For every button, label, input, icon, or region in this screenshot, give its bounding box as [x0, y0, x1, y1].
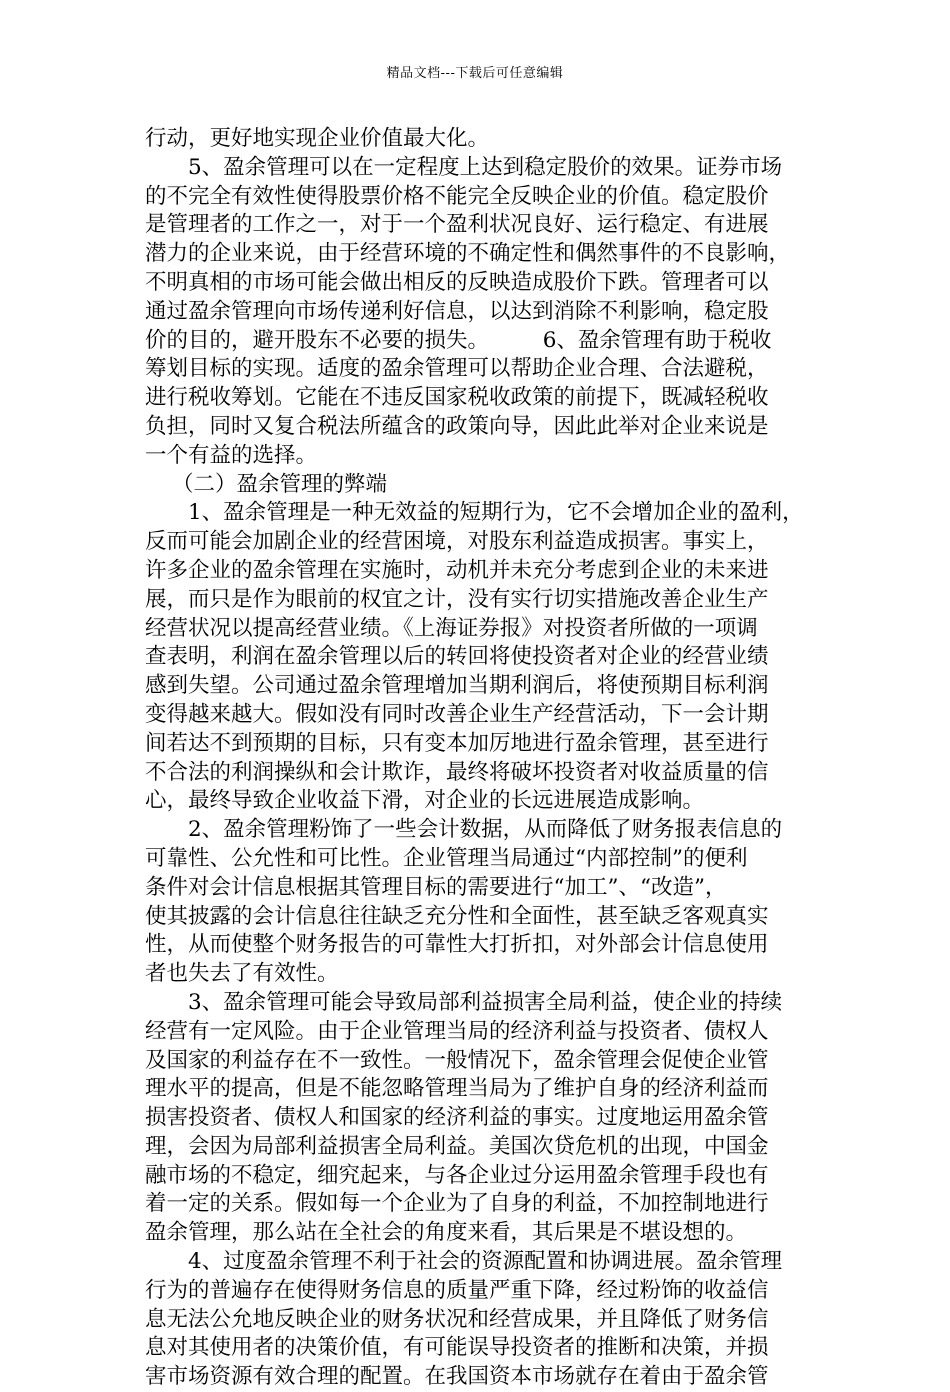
text-line: 及国家的利益存在不一致性。一般情况下，盈余管理会促使企业管 — [145, 1047, 769, 1073]
text-line: 通过盈余管理向市场传递利好信息，以达到消除不利影响，稳定股 — [145, 298, 769, 324]
text-line: 理，会因为局部利益损害全局利益。美国次贷危机的出现，中国金 — [145, 1133, 769, 1159]
text-line: 理水平的提高，但是不能忽略管理当局为了维护自身的经济利益而 — [145, 1076, 769, 1102]
text-line: 是管理者的工作之一，对于一个盈利状况良好、运行稳定、有进展 — [145, 212, 769, 238]
text-line: 经营有一定风险。由于企业管理当局的经济利益与投资者、债权人 — [145, 1018, 769, 1044]
text-line: 行为的普遍存在使得财务信息的质量严重下降，经过粉饰的收益信 — [145, 1277, 769, 1303]
text-line: 性，从而使整个财务报告的可靠性大打折扣，对外部会计信息使用 — [145, 932, 769, 958]
text-line: 4、过度盈余管理不利于社会的资源配置和协调进展。盈余管理 — [188, 1249, 783, 1275]
text-line: 者也失去了有效性。 — [145, 961, 339, 987]
text-line: 经营状况以提高经营业绩。《上海证券报》对投资者所做的一项调 — [145, 615, 758, 641]
text-line: 的不完全有效性使得股票价格不能完全反映企业的价值。稳定股价 — [145, 183, 769, 209]
text-line: 2、盈余管理粉饰了一些会计数据，从而降低了财务报表信息的 — [188, 817, 783, 843]
text-line: 息无法公允地反映企业的财务状况和经营成果，并且降低了财务信 — [145, 1306, 769, 1332]
text-line: 不明真相的市场可能会做出相反的反映造成股价下跌。管理者可以 — [145, 269, 769, 295]
page-header: 精品文档---下载后可任意编辑 — [386, 66, 564, 81]
text-line: 查表明，利润在盈余管理以后的转回将使投资者对企业的经营业绩 — [145, 644, 769, 670]
text-line: 息对其使用者的决策价值，有可能误导投资者的推断和决策，并损 — [145, 1335, 769, 1361]
text-line: 可靠性、公允性和可比性。企业管理当局通过“内部控制”的便利 — [145, 845, 748, 871]
text-line: 3、盈余管理可能会导致局部利益损害全局利益，使企业的持续 — [188, 989, 783, 1015]
text-line: 融市场的不稳定，细究起来，与各企业过分运用盈余管理手段也有 — [145, 1162, 769, 1188]
text-line: 一个有益的选择。 — [145, 442, 318, 468]
text-line: 进行税收筹划。它能在不违反国家税收政策的前提下，既减轻税收 — [145, 385, 769, 411]
text-line: 盈余管理，那么站在全社会的角度来看，其后果是不堪设想的。 — [145, 1220, 748, 1246]
section-heading: （二）盈余管理的弊端 — [172, 471, 388, 497]
text-line: 不合法的利润操纵和会计欺诈，最终将破坏投资者对收益质量的信 — [145, 759, 769, 785]
text-line: 间若达不到预期的目标，只有变本加厉地进行盈余管理，甚至进行 — [145, 730, 769, 756]
text-line: 反而可能会加剧企业的经营困境，对股东利益造成损害。事实上， — [145, 529, 769, 555]
text-line: 感到失望。公司通过盈余管理增加当期利润后，将使预期目标利润 — [145, 673, 769, 699]
text-line: 损害投资者、债权人和国家的经济利益的事实。过度地运用盈余管 — [145, 1105, 769, 1131]
text-line: 5、盈余管理可以在一定程度上达到稳定股价的效果。证券市场 — [188, 154, 783, 180]
text-line: 筹划目标的实现。适度的盈余管理可以帮助企业合理、合法避税， — [145, 356, 769, 382]
text-line: 展，而只是作为眼前的权宜之计，没有实行切实措施改善企业生产 — [145, 586, 769, 612]
text-line: 着一定的关系。假如每一个企业为了自身的利益，不加控制地进行 — [145, 1191, 769, 1217]
text-line: 负担，同时又复合税法所蕴含的政策向导，因此此举对企业来说是 — [145, 413, 769, 439]
text-line: 潜力的企业来说，由于经营环境的不确定性和偶然事件的不良影响， — [145, 241, 791, 267]
text-line: 1、盈余管理是一种无效益的短期行为，它不会增加企业的盈利， — [188, 500, 804, 526]
text-line: 许多企业的盈余管理在实施时，动机并未充分考虑到企业的未来进 — [145, 557, 769, 583]
text-line: 使其披露的会计信息往往缺乏充分性和全面性，甚至缺乏客观真实 — [145, 903, 769, 929]
text-line: 条件对会计信息根据其管理目标的需要进行“加工”、“改造”， — [145, 874, 727, 900]
document-body — [145, 125, 810, 1392]
text-line: 行动，更好地实现企业价值最大化。 — [145, 126, 490, 151]
text-line: 价的目的，避开股东不必要的损失。 6、盈余管理有助于税收 — [145, 327, 772, 353]
text-line: 害市场资源有效合理的配置。在我国资本市场就存在着由于盈余管 — [145, 1364, 769, 1390]
text-line: 心，最终导致企业收益下滑，对企业的长远进展造成影响。 — [145, 788, 705, 814]
text-line: 变得越来越大。假如没有同时改善企业生产经营活动，下一会计期 — [145, 701, 769, 727]
